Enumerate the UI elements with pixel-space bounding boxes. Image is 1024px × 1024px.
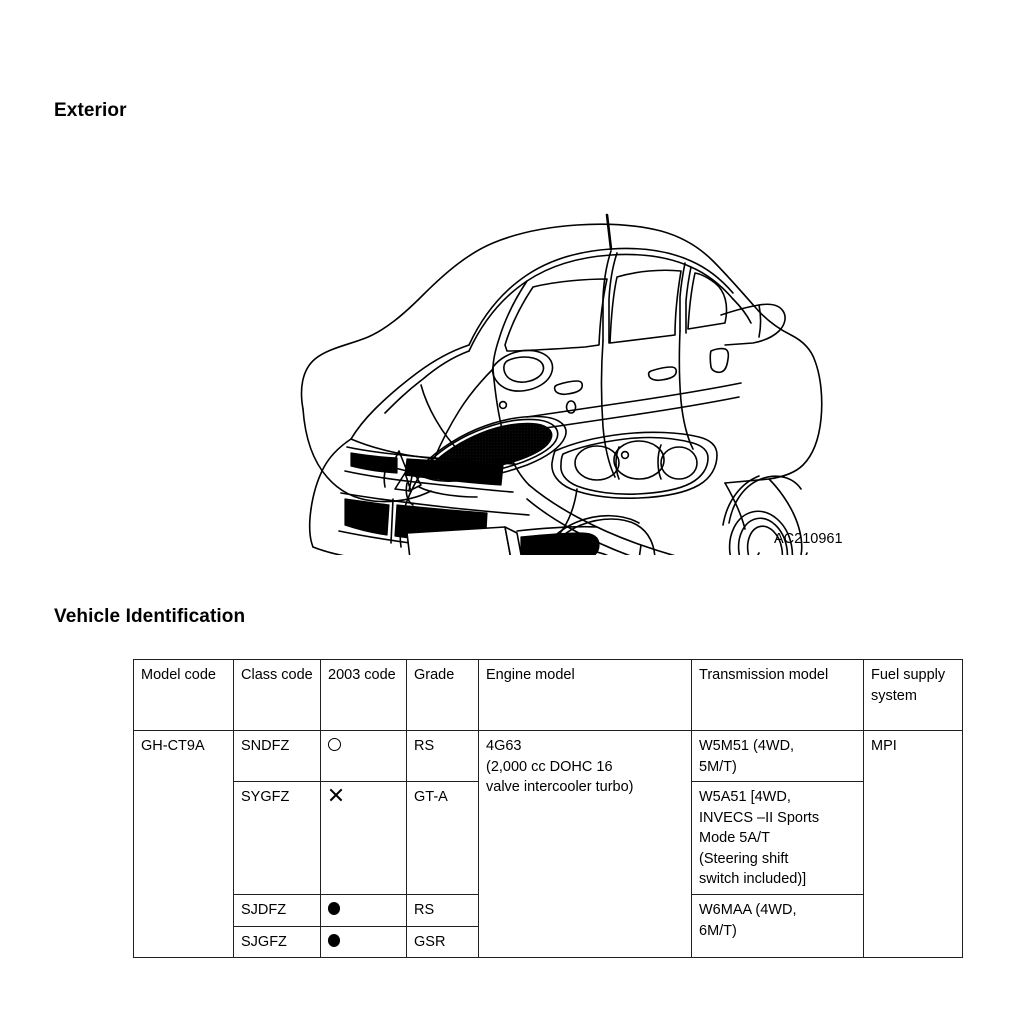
car-window-glass xyxy=(505,270,727,351)
engine-line-2: valve intercooler turbo) xyxy=(486,779,634,796)
filled-dot-mark-icon xyxy=(328,934,340,947)
door-handles xyxy=(555,367,677,394)
side-mirror xyxy=(493,350,553,391)
header-engine-model: Engine model xyxy=(479,660,692,731)
hood-air-vent xyxy=(406,402,628,505)
header-model-code: Model code xyxy=(134,660,234,731)
vehicle-exterior-illustration xyxy=(255,155,875,555)
car-roof-and-glass xyxy=(469,215,751,369)
trans-line-1-2: Mode 5A/T xyxy=(699,830,770,847)
cell-class-code-2: SJDFZ xyxy=(234,895,321,927)
cell-class-code-0: SNDFZ xyxy=(234,731,321,782)
cell-engine-model xyxy=(479,731,692,958)
figure-code-label: AC210961 xyxy=(774,531,843,547)
cell-class-code-3: SJGFZ xyxy=(234,926,321,958)
circle-mark-icon xyxy=(328,738,341,751)
engine-line-0: 4G63 xyxy=(486,738,522,754)
fuel-filler-lid xyxy=(710,349,728,373)
trans-line-1-1: INVECS –II Sports xyxy=(699,809,820,826)
trans-line-2-1: 6M/T) xyxy=(699,922,737,939)
cell-transmission-1 xyxy=(692,782,864,895)
header-grade: Grade xyxy=(407,660,479,731)
car-doors xyxy=(493,331,741,485)
cell-class-code-1: SYGFZ xyxy=(234,782,321,895)
rear-spoiler xyxy=(721,304,785,345)
vehicle-identification-heading: Vehicle Identification xyxy=(54,606,246,627)
table-header-row xyxy=(134,660,963,731)
cross-mark-icon xyxy=(328,788,343,803)
cell-grade-2: RS xyxy=(407,895,479,927)
header-fuel-supply-system: Fuel supply system xyxy=(864,660,963,731)
license-plate xyxy=(407,527,523,555)
trans-line-0-0: W5M51 (4WD, xyxy=(699,738,795,754)
exterior-heading: Exterior xyxy=(54,100,127,121)
header-class-code: Class code xyxy=(234,660,321,731)
cell-transmission-0 xyxy=(692,731,864,782)
trans-line-1-0: W5A51 [4WD, xyxy=(699,789,791,806)
cell-grade-0: RS xyxy=(407,731,479,782)
cell-2003-code-0 xyxy=(321,731,407,782)
cell-transmission-2 xyxy=(692,895,864,958)
cell-grade-3: GSR xyxy=(407,926,479,958)
engine-line-1: (2,000 cc DOHC 16 xyxy=(486,758,613,775)
cell-fuel-supply-system: MPI xyxy=(864,731,963,958)
cell-2003-code-1 xyxy=(321,782,407,895)
filled-dot-mark-icon xyxy=(328,902,340,915)
table-row xyxy=(134,731,963,782)
trans-line-1-3: (Steering shift xyxy=(699,850,789,867)
cell-2003-code-3 xyxy=(321,926,407,958)
header-2003-code: 2003 code xyxy=(321,660,407,731)
trans-line-1-4: switch included)] xyxy=(699,871,807,888)
cell-model-code: GH-CT9A xyxy=(134,731,234,958)
cell-grade-1: GT-A xyxy=(407,782,479,895)
antenna xyxy=(607,215,611,249)
trans-line-0-1: 5M/T) xyxy=(699,758,737,775)
vehicle-identification-table xyxy=(133,659,963,958)
trans-line-2-0: W6MAA (4WD, xyxy=(699,902,797,919)
header-transmission-model: Transmission model xyxy=(692,660,864,731)
cell-2003-code-2 xyxy=(321,895,407,927)
